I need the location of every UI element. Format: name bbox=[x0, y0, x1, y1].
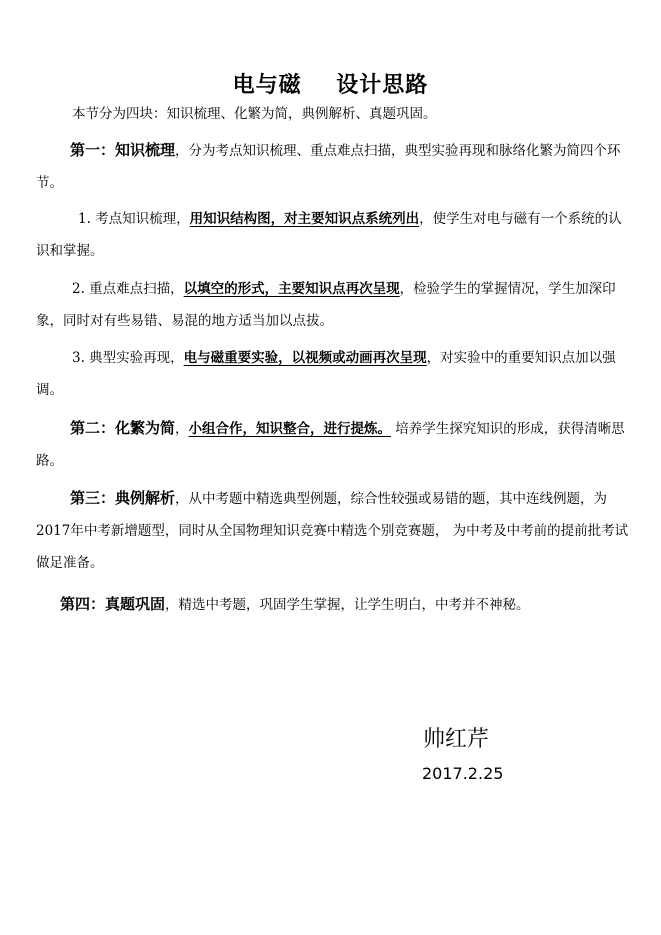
section2-underlined: 小组合作，知识整合，进行提炼。 bbox=[188, 421, 392, 437]
section3-heading: 第三：典例解析 bbox=[70, 489, 176, 507]
item2-paragraph bbox=[36, 273, 632, 337]
item3-underlined: 电与磁重要实验，以视频或动画再次呈现 bbox=[183, 350, 427, 366]
section3-text: ，从中考题中精选典型例题，综合性较强或易错的题，其中连线例题，为2017年中考新增题型，同时从全国物理知识竞赛中精选个别竞赛题， 为中考及中考前的提前批考试做足准备。 bbox=[36, 491, 629, 571]
section2-paragraph bbox=[36, 412, 632, 477]
intro-paragraph bbox=[72, 101, 632, 127]
item3-paragraph bbox=[36, 342, 632, 406]
section2-sep: ， bbox=[175, 421, 189, 437]
section1-heading: 第一：知识梳理 bbox=[70, 141, 176, 159]
item3-suffix: ，对实验中的重要知识点加以强调。 bbox=[36, 350, 616, 398]
item2-suffix: ，检验学生的掌握情况，学生加深印象，同时对有些易错、易混的地方适当加以点拔。 bbox=[36, 281, 616, 329]
item3-prefix: 3. 典型实验再现， bbox=[72, 350, 184, 366]
intro-text: 本节分为四块：知识梳理、化繁为简，典例解析、真题巩固。 bbox=[72, 106, 437, 122]
document-title: 电与磁 设计思路 bbox=[232, 72, 429, 98]
section4-paragraph bbox=[36, 588, 632, 621]
section1-text: ，分为考点知识梳理、重点难点扫描，典型实验再现和脉络化繁为简四个环节。 bbox=[36, 143, 621, 191]
item2-prefix: 2. 重点难点扫描， bbox=[72, 281, 184, 297]
item2-underlined: 以填空的形式，主要知识点再次呈现 bbox=[183, 281, 400, 297]
item1-underlined: 用知识结构图，对主要知识点系统列出 bbox=[189, 211, 420, 227]
item1-suffix: ，使学生对电与磁有一个系统的认识和掌握。 bbox=[36, 211, 622, 259]
signature-date: 2017.2.25 bbox=[422, 764, 504, 783]
signature-name: 帅红芹 bbox=[423, 727, 490, 752]
item1-paragraph bbox=[36, 203, 632, 267]
section2-heading: 第二：化繁为简 bbox=[70, 419, 176, 437]
item1-prefix: 1. 考点知识梳理， bbox=[78, 211, 190, 227]
section3-paragraph bbox=[36, 482, 632, 579]
section4-text: ，精选中考题，巩固学生掌握，让学生明白，中考并不神秘。 bbox=[165, 597, 530, 613]
section2-suffix: 培养学生探究知识的形成，获得清晰思路。 bbox=[36, 421, 625, 469]
section4-heading: 第四：真题巩固 bbox=[60, 595, 166, 613]
section1-paragraph bbox=[36, 134, 632, 199]
